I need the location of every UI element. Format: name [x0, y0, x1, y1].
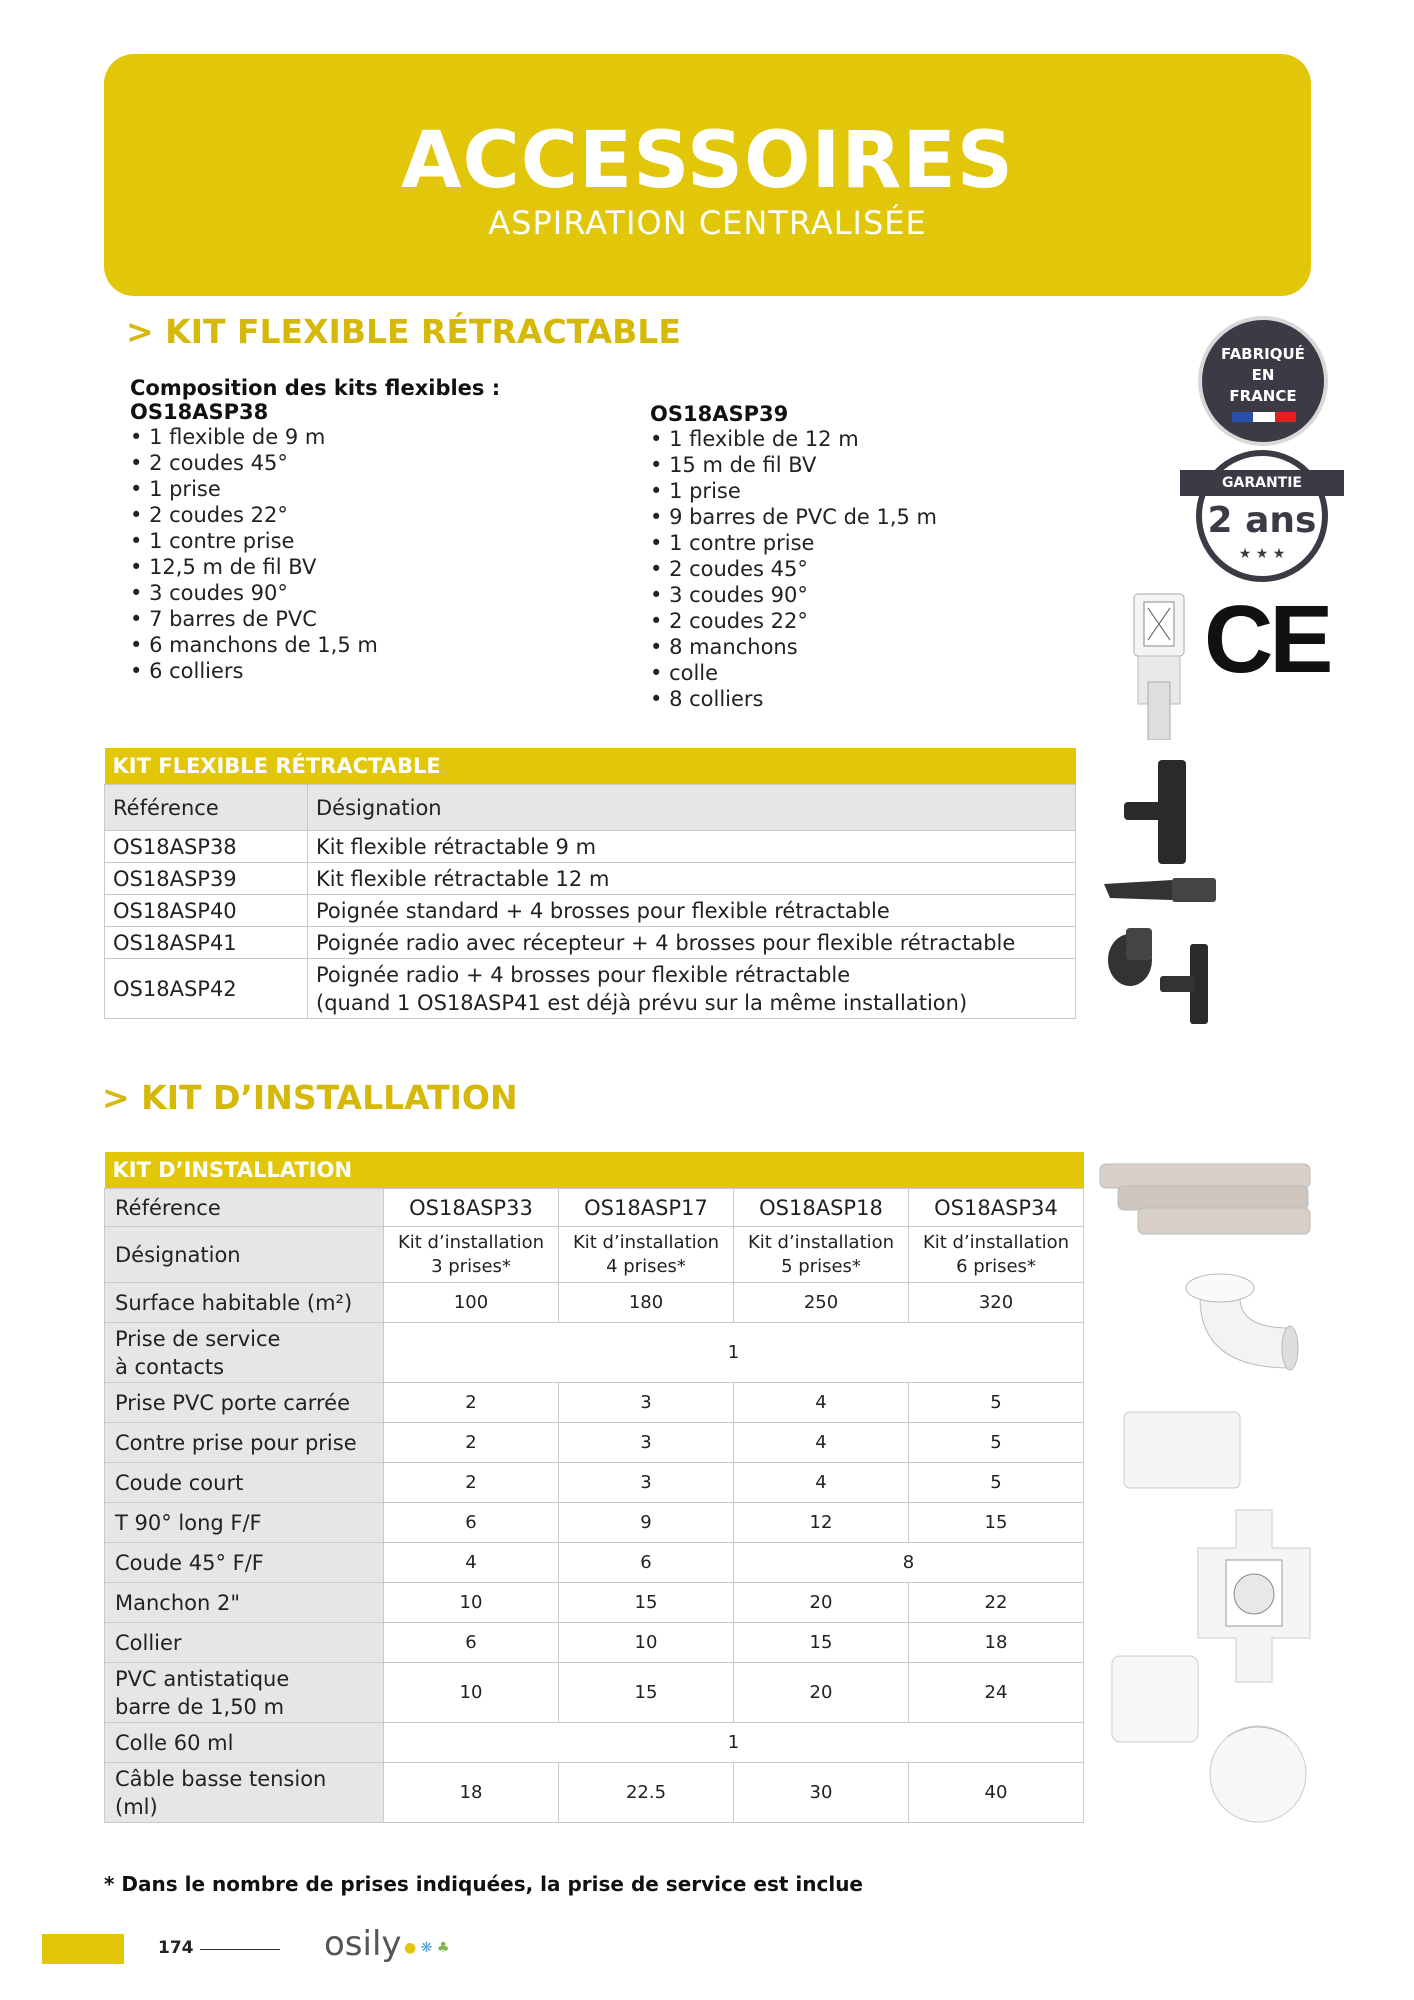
brush-image	[1122, 756, 1200, 868]
row-label: Manchon 2"	[105, 1583, 384, 1623]
kit-installation-table	[104, 1152, 1084, 1823]
list-item: • 1 contre prise	[130, 528, 610, 554]
row-label	[105, 1763, 384, 1823]
table-row	[105, 927, 1076, 959]
table-cell: Poignée standard + 4 brosses pour flexible rétractable	[308, 895, 1076, 927]
list-item: • 2 coudes 45°	[130, 450, 610, 476]
table-cell	[384, 1227, 559, 1283]
table-cell: 1	[384, 1723, 1084, 1763]
list-item: • 7 barres de PVC	[130, 606, 610, 632]
kit2-ref: OS18ASP39	[650, 402, 789, 426]
row-label: Référence	[105, 1189, 384, 1227]
table-cell: 10	[559, 1623, 734, 1663]
list-item: • 2 coudes 22°	[650, 608, 1070, 634]
row-label: Prise PVC porte carrée	[105, 1383, 384, 1423]
table-row	[105, 1663, 1084, 1723]
table-cell: Kit flexible rétractable 12 m	[308, 863, 1076, 895]
round-inlet-image	[1206, 1716, 1310, 1828]
garantie-badge	[1196, 450, 1328, 582]
table-cell: 5	[909, 1383, 1084, 1423]
table-cell: 1	[384, 1323, 1084, 1383]
table-cell: 100	[384, 1283, 559, 1323]
kit-flexible-table	[104, 748, 1076, 1019]
table-row	[105, 1543, 1084, 1583]
row-label: Contre prise pour prise	[105, 1423, 384, 1463]
table-cell	[734, 1227, 909, 1283]
table-row	[105, 831, 1076, 863]
table-row	[105, 1503, 1084, 1543]
table-cell: 8	[734, 1543, 1084, 1583]
cell-line: Kit d’installation	[397, 1231, 545, 1253]
table-cell: 10	[384, 1583, 559, 1623]
fabrique-en-france-badge	[1198, 316, 1328, 446]
table-row	[105, 959, 1076, 1019]
handle-tools-image	[1100, 924, 1212, 1026]
table-cell: 3	[559, 1463, 734, 1503]
row-label: Coude 45° F/F	[105, 1543, 384, 1583]
table-cell: OS18ASP42	[105, 959, 308, 1019]
table-cell: 40	[909, 1763, 1084, 1823]
list-item: • 3 coudes 90°	[650, 582, 1070, 608]
page-subtitle: ASPIRATION CENTRALISÉE	[488, 204, 927, 242]
table-cell: 20	[734, 1583, 909, 1623]
table-cell: OS18ASP41	[105, 927, 308, 959]
table-cell: 3	[559, 1423, 734, 1463]
section-title-kit-installation: > KIT D’INSTALLATION	[102, 1078, 518, 1117]
kit2-items	[650, 426, 1070, 712]
row-label: Collier	[105, 1623, 384, 1663]
table-cell: 18	[384, 1763, 559, 1823]
table-cell: OS18ASP40	[105, 895, 308, 927]
table-cell	[909, 1227, 1084, 1283]
list-item: • 8 colliers	[650, 686, 1070, 712]
table-row	[105, 1723, 1084, 1763]
table-cell: OS18ASP38	[105, 831, 308, 863]
cell-line: Prise de service	[115, 1326, 281, 1351]
table-row	[105, 1763, 1084, 1823]
list-item: • 12,5 m de fil BV	[130, 554, 610, 580]
row-label	[105, 1663, 384, 1723]
table-cell: 15	[734, 1623, 909, 1663]
table-cell: 4	[734, 1463, 909, 1503]
row-label: Coude court	[105, 1463, 384, 1503]
page-title: ACCESSOIRES	[401, 116, 1014, 206]
column-header: Référence	[105, 785, 308, 831]
garantie-value: 2 ans	[1207, 500, 1317, 541]
french-flag-icon	[1232, 412, 1296, 422]
kit1-items	[130, 424, 610, 684]
table-cell: 3	[559, 1383, 734, 1423]
table-cell	[308, 959, 1076, 1019]
pvc-sleeve-image	[1120, 1404, 1244, 1496]
table-cell: Poignée radio avec récepteur + 4 brosses pour flexible rétractable	[308, 927, 1076, 959]
kit2-composition	[650, 402, 1070, 712]
garantie-ribbon: GARANTIE	[1180, 470, 1344, 496]
table-cell: 6	[384, 1623, 559, 1663]
table-cell: 22.5	[559, 1763, 734, 1823]
cell-line: 6 prises*	[956, 1255, 1036, 1277]
table-cell: 2	[384, 1383, 559, 1423]
cell-line: barre de 1,50 m	[115, 1694, 285, 1719]
table-cell-line: (quand 1 OS18ASP41 est déjà prévu sur la même installation)	[316, 990, 968, 1015]
brand-logo: osily	[324, 1924, 402, 1964]
table-cell: 6	[384, 1503, 559, 1543]
column-header: Désignation	[308, 785, 1076, 831]
table-row	[105, 1383, 1084, 1423]
stars-icon: ★ ★ ★	[1238, 546, 1286, 562]
cell-line: Câble basse tension	[115, 1766, 327, 1791]
list-item: • 2 coudes 22°	[130, 502, 610, 528]
table-row	[105, 1283, 1084, 1323]
table-cell: 18	[909, 1623, 1084, 1663]
list-item: • 9 barres de PVC de 1,5 m	[650, 504, 1070, 530]
table-row	[105, 1323, 1084, 1383]
badge-text: FRANCE	[1229, 387, 1297, 405]
row-label: Désignation	[105, 1227, 384, 1283]
list-item: • 1 contre prise	[650, 530, 1070, 556]
list-item: • 6 colliers	[130, 658, 610, 684]
table-row	[105, 1423, 1084, 1463]
table-cell: 4	[734, 1383, 909, 1423]
row-label: T 90° long F/F	[105, 1503, 384, 1543]
table-cell: 24	[909, 1663, 1084, 1723]
list-item: • 1 prise	[130, 476, 610, 502]
table-cell: 9	[559, 1503, 734, 1543]
row-label: Surface habitable (m²)	[105, 1283, 384, 1323]
list-item: • 8 manchons	[650, 634, 1070, 660]
section-title-kit-flexible: > KIT FLEXIBLE RÉTRACTABLE	[126, 312, 681, 351]
table-cell: 15	[559, 1663, 734, 1723]
ce-mark: CE	[1204, 586, 1330, 693]
kit1-ref: OS18ASP38	[130, 400, 269, 424]
table-row	[105, 1623, 1084, 1663]
column-header: OS18ASP18	[734, 1189, 909, 1227]
kit1-composition	[130, 376, 610, 684]
table-title: KIT D’INSTALLATION	[105, 1152, 1084, 1189]
list-item: • 2 coudes 45°	[650, 556, 1070, 582]
cell-line: 3 prises*	[431, 1255, 511, 1277]
table-cell: 250	[734, 1283, 909, 1323]
table-cell: 22	[909, 1583, 1084, 1623]
pvc-elbow-image	[1180, 1258, 1300, 1378]
table-cell: 10	[384, 1663, 559, 1723]
table-cell	[559, 1227, 734, 1283]
table-cell-line: Poignée radio + 4 brosses pour flexible rétractable	[316, 962, 851, 987]
cell-line: (ml)	[115, 1794, 158, 1819]
footer-divider	[200, 1949, 280, 1950]
cell-line: 5 prises*	[781, 1255, 861, 1277]
composition-heading: Composition des kits flexibles :	[130, 376, 501, 400]
table-cell: 180	[559, 1283, 734, 1323]
table-cell: 4	[734, 1423, 909, 1463]
list-item: • colle	[650, 660, 1070, 686]
badge-text: FABRIQUÉ	[1221, 345, 1305, 363]
table-cell: Kit flexible rétractable 9 m	[308, 831, 1076, 863]
cell-line: PVC antistatique	[115, 1666, 290, 1691]
row-label: Colle 60 ml	[105, 1723, 384, 1763]
table-cell: 12	[734, 1503, 909, 1543]
table-cell: 20	[734, 1663, 909, 1723]
table-row	[105, 863, 1076, 895]
table-cell: 15	[559, 1583, 734, 1623]
table-row	[105, 895, 1076, 927]
badge-text: EN	[1251, 366, 1275, 384]
cell-line: Kit d’installation	[922, 1231, 1070, 1253]
list-item: • 1 flexible de 9 m	[130, 424, 610, 450]
brand-dots-icon: ● ❋ ♣	[404, 1940, 450, 1956]
list-item: • 6 manchons de 1,5 m	[130, 632, 610, 658]
table-cell: 5	[909, 1463, 1084, 1503]
list-item: • 3 coudes 90°	[130, 580, 610, 606]
list-item: • 1 flexible de 12 m	[650, 426, 1070, 452]
table-cell: 4	[384, 1543, 559, 1583]
table-cell: 6	[559, 1543, 734, 1583]
list-item: • 1 prise	[650, 478, 1070, 504]
table-cell: 2	[384, 1463, 559, 1503]
column-header: OS18ASP33	[384, 1189, 559, 1227]
footer-accent-bar	[42, 1934, 124, 1964]
column-header: OS18ASP34	[909, 1189, 1084, 1227]
wall-plate-image	[1108, 1652, 1202, 1746]
table-cell: OS18ASP39	[105, 863, 308, 895]
cell-line: Kit d’installation	[572, 1231, 720, 1253]
mounting-plate-image	[1196, 1508, 1312, 1684]
wall-inlet-image	[1130, 592, 1190, 740]
list-item: • 15 m de fil BV	[650, 452, 1070, 478]
table-cell: 2	[384, 1423, 559, 1463]
table-cell: 30	[734, 1763, 909, 1823]
column-header: OS18ASP17	[559, 1189, 734, 1227]
footnote: * Dans le nombre de prises indiquées, la prise de service est inclue	[104, 1872, 863, 1896]
header-banner	[104, 54, 1311, 296]
row-label	[105, 1323, 384, 1383]
table-cell: 15	[909, 1503, 1084, 1543]
cell-line: 4 prises*	[606, 1255, 686, 1277]
cell-line: à contacts	[115, 1354, 225, 1379]
pvc-pipes-image	[1098, 1158, 1312, 1240]
table-row	[105, 1583, 1084, 1623]
crevice-tool-image	[1102, 876, 1218, 906]
table-cell: 5	[909, 1423, 1084, 1463]
page-number: 174	[158, 1938, 194, 1958]
table-row	[105, 1463, 1084, 1503]
table-cell: 320	[909, 1283, 1084, 1323]
cell-line: Kit d’installation	[747, 1231, 895, 1253]
table-title: KIT FLEXIBLE RÉTRACTABLE	[105, 748, 1076, 785]
